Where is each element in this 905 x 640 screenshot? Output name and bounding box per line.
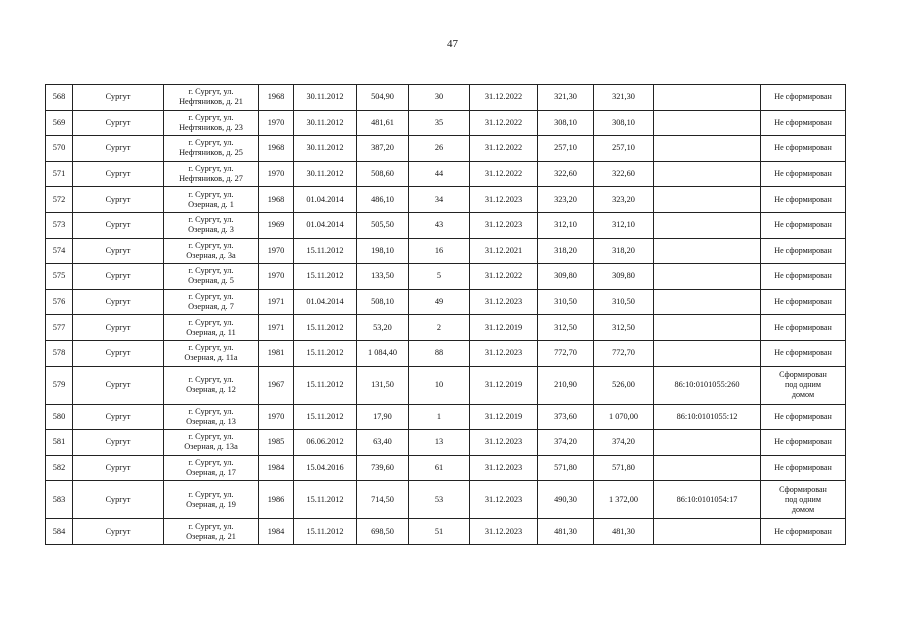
address-line: Озерная, д. 3а (186, 250, 236, 260)
table-row (46, 481, 846, 519)
address-line: Нефтяников, д. 27 (179, 174, 243, 184)
status-text: под одним (784, 380, 821, 390)
address-cell (164, 85, 259, 111)
value-1-cell: 310,50 (538, 289, 594, 315)
city-cell: Сургут (73, 85, 164, 111)
status-cell (761, 404, 846, 430)
city-cell: Сургут (73, 455, 164, 481)
value-2-cell: 312,10 (594, 212, 654, 238)
status-text: Не сформирован (774, 194, 832, 204)
city-cell: Сургут (73, 366, 164, 404)
date-cell: 15.11.2012 (294, 404, 357, 430)
status-text: Не сформирован (774, 297, 832, 307)
build-year-cell: 1970 (259, 404, 294, 430)
address-line: г. Сургут, ул. (188, 87, 234, 97)
status-text: Не сформирован (774, 348, 832, 358)
status-cell (761, 264, 846, 290)
build-year-cell: 1971 (259, 315, 294, 341)
area-cell: 739,60 (357, 455, 409, 481)
value-2-cell: 308,10 (594, 110, 654, 136)
address-line: г. Сургут, ул. (188, 164, 234, 174)
address-line: г. Сургут, ул. (188, 317, 234, 327)
address-line: г. Сургут, ул. (188, 292, 234, 302)
city-cell: Сургут (73, 264, 164, 290)
city-cell: Сургут (73, 289, 164, 315)
deadline-cell: 31.12.2022 (470, 264, 538, 290)
city-cell: Сургут (73, 161, 164, 187)
table-row (46, 85, 846, 111)
address-cell (164, 187, 259, 213)
value-2-cell: 526,00 (594, 366, 654, 404)
count-cell: 16 (409, 238, 470, 264)
status-text: под одним (784, 494, 821, 504)
count-cell: 61 (409, 455, 470, 481)
status-text: Не сформирован (774, 271, 832, 281)
deadline-cell: 31.12.2023 (470, 481, 538, 519)
value-1-cell: 312,10 (538, 212, 594, 238)
address-line: Озерная, д. 21 (186, 531, 236, 541)
city-cell: Сургут (73, 315, 164, 341)
row-number: 577 (46, 315, 73, 341)
value-1-cell: 323,20 (538, 187, 594, 213)
value-1-cell: 772,70 (538, 340, 594, 366)
city-cell: Сургут (73, 238, 164, 264)
city-cell: Сургут (73, 136, 164, 162)
status-cell (761, 212, 846, 238)
city-cell: Сургут (73, 187, 164, 213)
value-2-cell: 257,10 (594, 136, 654, 162)
row-number: 573 (46, 212, 73, 238)
table-row (46, 289, 846, 315)
address-line: г. Сургут, ул. (188, 375, 234, 385)
status-text: Не сформирован (774, 437, 832, 447)
build-year-cell: 1970 (259, 264, 294, 290)
cadastre-number-cell (654, 315, 761, 341)
city-cell: Сургут (73, 110, 164, 136)
value-1-cell: 490,30 (538, 481, 594, 519)
table-row (46, 110, 846, 136)
cadastre-number-cell: 86:10:0101055:12 (654, 404, 761, 430)
build-year-cell: 1970 (259, 161, 294, 187)
deadline-cell: 31.12.2019 (470, 404, 538, 430)
build-year-cell: 1981 (259, 340, 294, 366)
deadline-cell: 31.12.2022 (470, 136, 538, 162)
housing-registry-table (45, 84, 846, 545)
address-line: Озерная, д. 12 (186, 385, 236, 395)
value-2-cell: 1 372,00 (594, 481, 654, 519)
table-row (46, 455, 846, 481)
table-row (46, 212, 846, 238)
deadline-cell: 31.12.2023 (470, 289, 538, 315)
build-year-cell: 1969 (259, 212, 294, 238)
status-text: домом (791, 390, 815, 400)
count-cell: 51 (409, 519, 470, 545)
status-text: Не сформирован (774, 526, 832, 536)
status-cell (761, 366, 846, 404)
table-row (46, 404, 846, 430)
value-1-cell: 373,60 (538, 404, 594, 430)
status-text: Не сформирован (774, 143, 832, 153)
row-number: 583 (46, 481, 73, 519)
status-text: Не сформирован (774, 92, 832, 102)
address-line: г. Сургут, ул. (188, 138, 234, 148)
date-cell: 30.11.2012 (294, 136, 357, 162)
area-cell: 63,40 (357, 430, 409, 456)
value-2-cell: 323,20 (594, 187, 654, 213)
table-row (46, 340, 846, 366)
date-cell: 01.04.2014 (294, 289, 357, 315)
deadline-cell: 31.12.2022 (470, 85, 538, 111)
row-number: 568 (46, 85, 73, 111)
address-cell (164, 238, 259, 264)
address-line: Нефтяников, д. 23 (179, 122, 243, 132)
date-cell: 15.11.2012 (294, 264, 357, 290)
cadastre-number-cell (654, 430, 761, 456)
count-cell: 34 (409, 187, 470, 213)
address-line: г. Сургут, ул. (188, 406, 234, 416)
status-text: Не сформирован (774, 169, 832, 179)
city-cell: Сургут (73, 212, 164, 238)
table-row (46, 519, 846, 545)
count-cell: 88 (409, 340, 470, 366)
date-cell: 15.11.2012 (294, 340, 357, 366)
deadline-cell: 31.12.2021 (470, 238, 538, 264)
area-cell: 486,10 (357, 187, 409, 213)
address-line: Озерная, д. 5 (188, 276, 234, 286)
status-text: Не сформирован (774, 117, 832, 127)
area-cell: 508,60 (357, 161, 409, 187)
build-year-cell: 1985 (259, 430, 294, 456)
count-cell: 5 (409, 264, 470, 290)
address-cell (164, 404, 259, 430)
area-cell: 714,50 (357, 481, 409, 519)
table-row (46, 238, 846, 264)
row-number: 579 (46, 366, 73, 404)
address-cell (164, 430, 259, 456)
area-cell: 133,50 (357, 264, 409, 290)
row-number: 582 (46, 455, 73, 481)
address-line: Нефтяников, д. 21 (179, 97, 243, 107)
row-number: 569 (46, 110, 73, 136)
deadline-cell: 31.12.2023 (470, 430, 538, 456)
cadastre-number-cell (654, 212, 761, 238)
build-year-cell: 1984 (259, 519, 294, 545)
address-line: г. Сургут, ул. (188, 215, 234, 225)
row-number: 584 (46, 519, 73, 545)
area-cell: 505,50 (357, 212, 409, 238)
date-cell: 01.04.2014 (294, 212, 357, 238)
count-cell: 35 (409, 110, 470, 136)
address-line: Озерная, д. 13а (184, 442, 238, 452)
value-1-cell: 374,20 (538, 430, 594, 456)
count-cell: 13 (409, 430, 470, 456)
value-2-cell: 772,70 (594, 340, 654, 366)
status-cell (761, 85, 846, 111)
status-text: Сформирован (779, 370, 827, 380)
area-cell: 481,61 (357, 110, 409, 136)
row-number: 580 (46, 404, 73, 430)
status-cell (761, 430, 846, 456)
value-1-cell: 321,30 (538, 85, 594, 111)
deadline-cell: 31.12.2019 (470, 315, 538, 341)
cadastre-number-cell (654, 136, 761, 162)
deadline-cell: 31.12.2019 (470, 366, 538, 404)
status-text: Не сформирован (774, 322, 832, 332)
cadastre-number-cell: 86:10:0101055:260 (654, 366, 761, 404)
date-cell: 01.04.2014 (294, 187, 357, 213)
build-year-cell: 1984 (259, 455, 294, 481)
deadline-cell: 31.12.2023 (470, 212, 538, 238)
cadastre-number-cell (654, 455, 761, 481)
status-cell (761, 289, 846, 315)
value-1-cell: 257,10 (538, 136, 594, 162)
deadline-cell: 31.12.2022 (470, 161, 538, 187)
address-line: г. Сургут, ул. (188, 432, 234, 442)
count-cell: 44 (409, 161, 470, 187)
build-year-cell: 1967 (259, 366, 294, 404)
status-cell (761, 238, 846, 264)
date-cell: 06.06.2012 (294, 430, 357, 456)
table-row (46, 161, 846, 187)
value-2-cell: 1 070,00 (594, 404, 654, 430)
status-cell (761, 455, 846, 481)
address-cell (164, 264, 259, 290)
date-cell: 15.11.2012 (294, 238, 357, 264)
address-line: г. Сургут, ул. (188, 266, 234, 276)
value-1-cell: 312,50 (538, 315, 594, 341)
value-1-cell: 210,90 (538, 366, 594, 404)
value-2-cell: 321,30 (594, 85, 654, 111)
value-2-cell: 481,30 (594, 519, 654, 545)
value-1-cell: 309,80 (538, 264, 594, 290)
table-row (46, 136, 846, 162)
date-cell: 30.11.2012 (294, 161, 357, 187)
area-cell: 198,10 (357, 238, 409, 264)
address-cell (164, 289, 259, 315)
value-2-cell: 310,50 (594, 289, 654, 315)
cadastre-number-cell (654, 519, 761, 545)
address-cell (164, 481, 259, 519)
address-line: г. Сургут, ул. (188, 458, 234, 468)
status-text: Не сформирован (774, 220, 832, 230)
city-cell: Сургут (73, 430, 164, 456)
date-cell: 15.11.2012 (294, 366, 357, 404)
address-line: г. Сургут, ул. (188, 521, 234, 531)
address-cell (164, 315, 259, 341)
row-number: 572 (46, 187, 73, 213)
row-number: 575 (46, 264, 73, 290)
build-year-cell: 1968 (259, 187, 294, 213)
status-cell (761, 340, 846, 366)
address-line: Озерная, д. 11 (186, 327, 236, 337)
address-line: Озерная, д. 7 (188, 302, 234, 312)
address-cell (164, 340, 259, 366)
date-cell: 15.11.2012 (294, 315, 357, 341)
table-row (46, 315, 846, 341)
table-row (46, 187, 846, 213)
count-cell: 10 (409, 366, 470, 404)
date-cell: 15.04.2016 (294, 455, 357, 481)
area-cell: 508,10 (357, 289, 409, 315)
status-cell (761, 110, 846, 136)
cadastre-number-cell (654, 85, 761, 111)
status-text: Не сформирован (774, 463, 832, 473)
area-cell: 698,50 (357, 519, 409, 545)
address-cell (164, 212, 259, 238)
deadline-cell: 31.12.2023 (470, 519, 538, 545)
deadline-cell: 31.12.2022 (470, 110, 538, 136)
status-cell (761, 315, 846, 341)
status-text: Сформирован (779, 484, 827, 494)
status-cell (761, 187, 846, 213)
value-1-cell: 481,30 (538, 519, 594, 545)
address-cell (164, 366, 259, 404)
build-year-cell: 1968 (259, 136, 294, 162)
count-cell: 43 (409, 212, 470, 238)
value-2-cell: 374,20 (594, 430, 654, 456)
address-cell (164, 110, 259, 136)
value-2-cell: 312,50 (594, 315, 654, 341)
value-1-cell: 318,20 (538, 238, 594, 264)
address-line: Озерная, д. 1 (188, 199, 234, 209)
address-line: г. Сургут, ул. (188, 112, 234, 122)
area-cell: 131,50 (357, 366, 409, 404)
city-cell: Сургут (73, 340, 164, 366)
deadline-cell: 31.12.2023 (470, 340, 538, 366)
value-2-cell: 571,80 (594, 455, 654, 481)
build-year-cell: 1971 (259, 289, 294, 315)
address-line: Озерная, д. 3 (188, 225, 234, 235)
build-year-cell: 1970 (259, 238, 294, 264)
address-cell (164, 455, 259, 481)
area-cell: 504,90 (357, 85, 409, 111)
date-cell: 30.11.2012 (294, 85, 357, 111)
city-cell: Сургут (73, 481, 164, 519)
count-cell: 30 (409, 85, 470, 111)
cadastre-number-cell (654, 340, 761, 366)
value-2-cell: 309,80 (594, 264, 654, 290)
page-number: 47 (447, 38, 458, 50)
address-line: Озерная, д. 17 (186, 468, 236, 478)
row-number: 578 (46, 340, 73, 366)
value-1-cell: 308,10 (538, 110, 594, 136)
row-number: 570 (46, 136, 73, 162)
count-cell: 26 (409, 136, 470, 162)
status-text: домом (791, 504, 815, 514)
address-cell (164, 136, 259, 162)
address-line: Озерная, д. 19 (186, 499, 236, 509)
cadastre-number-cell (654, 264, 761, 290)
table-row (46, 264, 846, 290)
status-cell (761, 519, 846, 545)
status-cell (761, 481, 846, 519)
row-number: 571 (46, 161, 73, 187)
count-cell: 2 (409, 315, 470, 341)
area-cell: 17,90 (357, 404, 409, 430)
deadline-cell: 31.12.2023 (470, 187, 538, 213)
cadastre-number-cell (654, 238, 761, 264)
value-2-cell: 318,20 (594, 238, 654, 264)
row-number: 581 (46, 430, 73, 456)
cadastre-number-cell: 86:10:0101054:17 (654, 481, 761, 519)
table-row (46, 366, 846, 404)
address-line: г. Сургут, ул. (188, 189, 234, 199)
date-cell: 15.11.2012 (294, 481, 357, 519)
city-cell: Сургут (73, 404, 164, 430)
cadastre-number-cell (654, 289, 761, 315)
area-cell: 387,20 (357, 136, 409, 162)
value-2-cell: 322,60 (594, 161, 654, 187)
status-text: Не сформирован (774, 245, 832, 255)
address-line: г. Сургут, ул. (188, 343, 234, 353)
address-cell (164, 519, 259, 545)
count-cell: 49 (409, 289, 470, 315)
address-line: Озерная, д. 13 (186, 416, 236, 426)
address-line: Нефтяников, д. 25 (179, 148, 243, 158)
address-line: г. Сургут, ул. (188, 240, 234, 250)
status-text: Не сформирован (774, 411, 832, 421)
build-year-cell: 1970 (259, 110, 294, 136)
address-line: Озерная, д. 11а (184, 353, 238, 363)
date-cell: 30.11.2012 (294, 110, 357, 136)
area-cell: 1 084,40 (357, 340, 409, 366)
city-cell: Сургут (73, 519, 164, 545)
value-1-cell: 322,60 (538, 161, 594, 187)
count-cell: 1 (409, 404, 470, 430)
cadastre-number-cell (654, 187, 761, 213)
count-cell: 53 (409, 481, 470, 519)
address-line: г. Сургут, ул. (188, 489, 234, 499)
date-cell: 15.11.2012 (294, 519, 357, 545)
build-year-cell: 1986 (259, 481, 294, 519)
cadastre-number-cell (654, 161, 761, 187)
address-cell (164, 161, 259, 187)
area-cell: 53,20 (357, 315, 409, 341)
cadastre-number-cell (654, 110, 761, 136)
build-year-cell: 1968 (259, 85, 294, 111)
table-row (46, 430, 846, 456)
row-number: 574 (46, 238, 73, 264)
status-cell (761, 136, 846, 162)
row-number: 576 (46, 289, 73, 315)
value-1-cell: 571,80 (538, 455, 594, 481)
deadline-cell: 31.12.2023 (470, 455, 538, 481)
status-cell (761, 161, 846, 187)
